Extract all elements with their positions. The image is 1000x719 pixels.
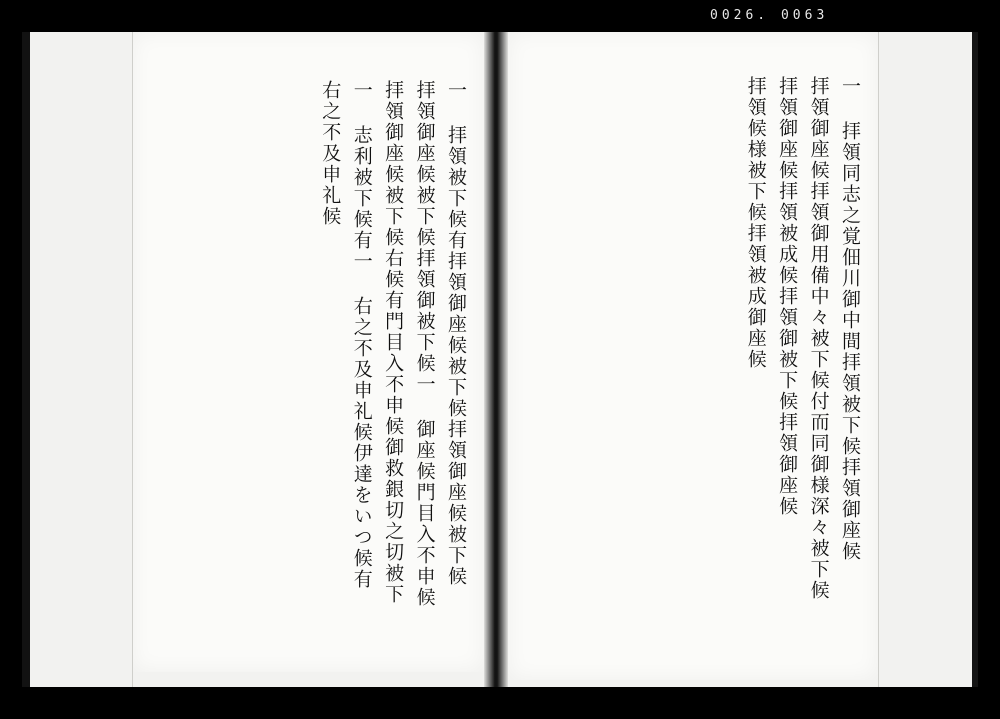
manuscript-column: 拝領被成御座候 bbox=[744, 223, 767, 370]
manuscript-column: 右候有門目入不申候 bbox=[382, 248, 405, 437]
manuscript-column: 拝領御座候 bbox=[807, 76, 830, 181]
frame-number-label: 0026. 0063 bbox=[710, 8, 829, 23]
manuscript-column: 一 御座候門目入不申候 bbox=[413, 374, 436, 608]
manuscript-column: 拝領御用備 bbox=[807, 181, 830, 286]
book-spread-image bbox=[22, 32, 978, 687]
manuscript-column: 右之不及申礼候 bbox=[319, 80, 342, 227]
manuscript-column: 拝領被下候 bbox=[839, 352, 861, 457]
manuscript-column: 佃川御中間 bbox=[839, 247, 861, 352]
scan-border-right bbox=[972, 32, 978, 687]
manuscript-column: 一 志利被下候有 bbox=[350, 80, 373, 251]
manuscript-column: 拝領御座候被下候 bbox=[445, 419, 467, 587]
manuscript-column: 拝領御座候 bbox=[776, 76, 799, 181]
manuscript-column: 拝領候様被下候 bbox=[744, 76, 767, 223]
manuscript-column: 同御様深々被下候 bbox=[807, 433, 830, 601]
manuscript-column: 一 拝領被下候有 bbox=[445, 80, 467, 251]
manuscript-column: 拝領御座候 bbox=[776, 412, 799, 517]
manuscript-column: 伊達をいつ候有 bbox=[350, 443, 373, 590]
manuscript-column: 拝領御座候被下候 bbox=[445, 251, 467, 419]
manuscript-column: 中々被下候付而 bbox=[807, 286, 830, 433]
manuscript-column: 一 拝領同志之覚 bbox=[839, 76, 861, 247]
manuscript-column: 御救銀切之切被下 bbox=[382, 437, 405, 605]
manuscript-column: 拝領御座候被下候 bbox=[382, 80, 405, 248]
manuscript-column: 拝領御座候被下候 bbox=[413, 80, 436, 248]
manuscript-column: 拝領御被下候 bbox=[776, 286, 799, 412]
scan-border-left bbox=[22, 32, 30, 687]
manuscript-column: 拝領御被下候 bbox=[413, 248, 436, 374]
manuscript-text-recto bbox=[520, 76, 864, 624]
book-gutter bbox=[484, 32, 508, 687]
page-edge-recto bbox=[878, 32, 879, 687]
manuscript-column: 一 右之不及申礼候 bbox=[350, 251, 373, 443]
manuscript-column: 拝領被成候 bbox=[776, 181, 799, 286]
page-edge-verso bbox=[132, 32, 133, 687]
manuscript-column: 拝領御座候 bbox=[839, 457, 861, 562]
manuscript-text-verso bbox=[140, 80, 470, 620]
